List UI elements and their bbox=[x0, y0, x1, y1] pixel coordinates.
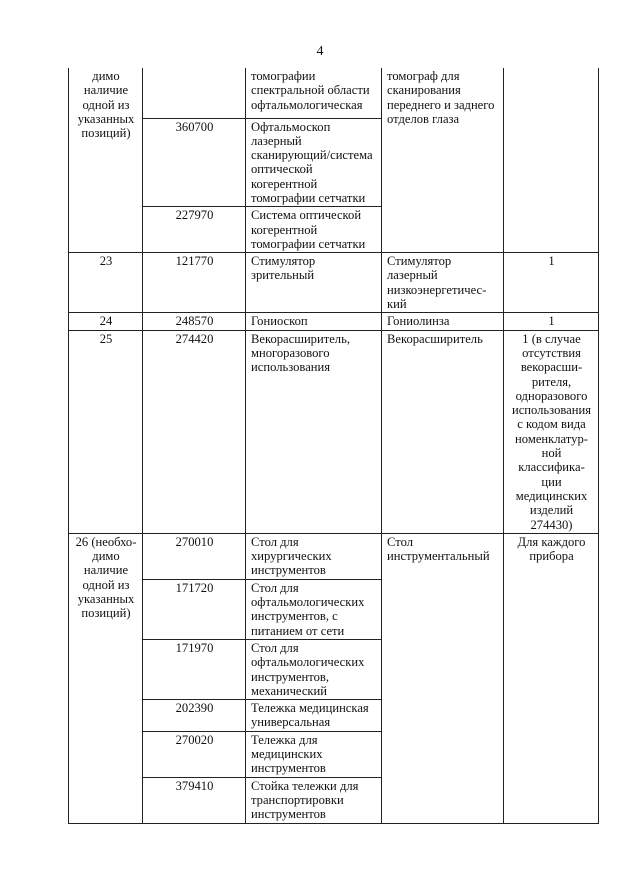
quantity-cell bbox=[504, 68, 599, 253]
row-number-cell: димо наличие одной из указанных позиций) bbox=[69, 68, 143, 253]
device-name-cell: Стимулятор зрительный bbox=[246, 253, 382, 313]
table-row bbox=[69, 253, 599, 313]
equipment-name-cell: Стол инструментальный bbox=[382, 533, 504, 823]
code-cell: 270010 bbox=[143, 533, 246, 579]
code-cell: 248570 bbox=[143, 313, 246, 330]
table-row bbox=[69, 313, 599, 330]
equipment-name-cell: Гониолинза bbox=[382, 313, 504, 330]
device-name-cell: Гониоскоп bbox=[246, 313, 382, 330]
table-row bbox=[69, 330, 599, 533]
code-cell: 270020 bbox=[143, 731, 246, 777]
device-name-cell: Векорасширитель, многоразового использования bbox=[246, 330, 382, 533]
equipment-name-cell: Векорасширитель bbox=[382, 330, 504, 533]
row-number-cell: 26 (необхо-димо наличие одной из указанных позиций) bbox=[69, 533, 143, 823]
row-number-cell: 23 bbox=[69, 253, 143, 313]
code-cell: 202390 bbox=[143, 700, 246, 732]
code-cell: 274420 bbox=[143, 330, 246, 533]
equipment-table bbox=[68, 68, 599, 824]
code-cell bbox=[143, 68, 246, 118]
code-cell: 171720 bbox=[143, 579, 246, 639]
row-number-cell: 24 bbox=[69, 313, 143, 330]
code-cell: 360700 bbox=[143, 118, 246, 207]
device-name-cell: Система оптической когерентной томографии сетчатки bbox=[246, 207, 382, 253]
quantity-cell: Для каждого прибора bbox=[504, 533, 599, 823]
equipment-name-cell: Стимулятор лазерный низкоэнергетичес-кий bbox=[382, 253, 504, 313]
code-cell: 171970 bbox=[143, 640, 246, 700]
quantity-cell: 1 bbox=[504, 253, 599, 313]
code-cell: 227970 bbox=[143, 207, 246, 253]
quantity-cell: 1 bbox=[504, 313, 599, 330]
device-name-cell: Стойка тележки для транспортировки инструментов bbox=[246, 777, 382, 823]
quantity-cell: 1 (в случае отсутствия векорасши-рителя, одноразового использования с кодом вида номенклатур-ной классифика-ции медицинских изделий 274430) bbox=[504, 330, 599, 533]
device-name-cell: томографии спектральной области офтальмологическая bbox=[246, 68, 382, 118]
code-cell: 379410 bbox=[143, 777, 246, 823]
page-number: 4 bbox=[316, 44, 324, 59]
device-name-cell: Стол для офтальмологических инструментов, с питанием от сети bbox=[246, 579, 382, 639]
device-name-cell: Стол для хирургических инструментов bbox=[246, 533, 382, 579]
device-name-cell: Тележка для медицинских инструментов bbox=[246, 731, 382, 777]
table-row bbox=[69, 68, 599, 118]
device-name-cell: Стол для офтальмологических инструментов, механический bbox=[246, 640, 382, 700]
equipment-name-cell: томограф для сканирования переднего и заднего отделов глаза bbox=[382, 68, 504, 253]
table-row bbox=[69, 533, 599, 579]
device-name-cell: Офтальмоскоп лазерный сканирующий/система оптической когерентной томографии сетчатки bbox=[246, 118, 382, 207]
row-number-cell: 25 bbox=[69, 330, 143, 533]
device-name-cell: Тележка медицинская универсальная bbox=[246, 700, 382, 732]
code-cell: 121770 bbox=[143, 253, 246, 313]
